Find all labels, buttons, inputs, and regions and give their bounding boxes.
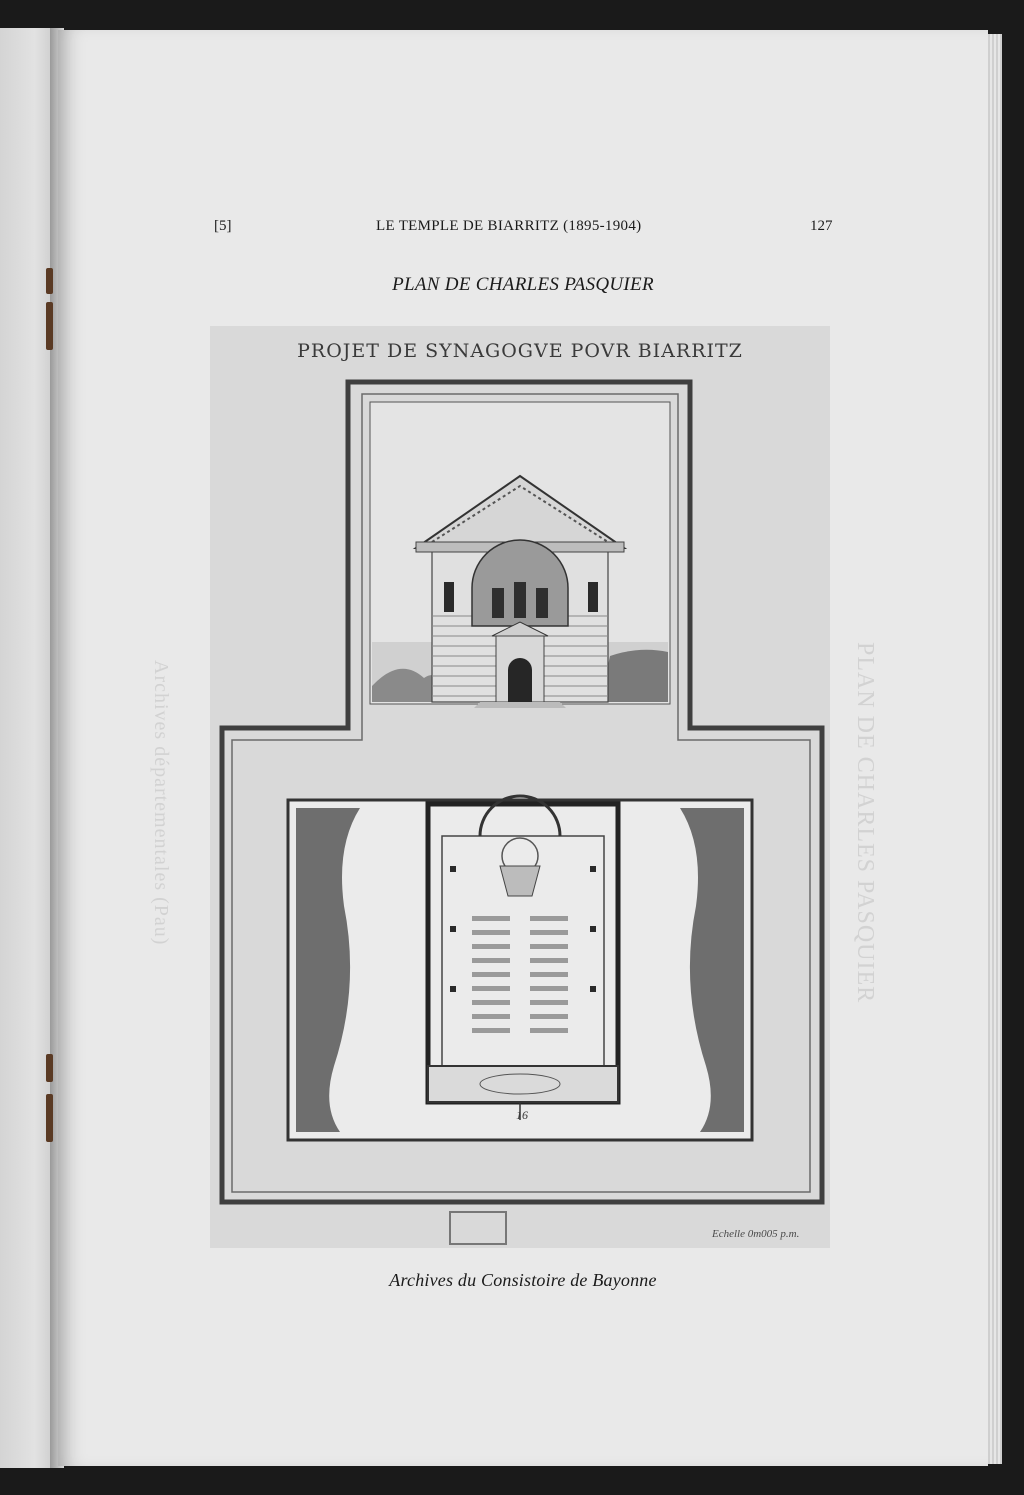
scale-note: Echelle 0m005 p.m. bbox=[712, 1228, 800, 1240]
section-marker: [5] bbox=[214, 218, 232, 234]
sheet-title: PROJET DE SYNAGOGVE POVR BIARRITZ bbox=[297, 340, 743, 362]
page-block-edge bbox=[988, 34, 1002, 1464]
show-through-text-right: PLAN DE CHARLES PASQUIER bbox=[852, 642, 878, 1004]
running-head bbox=[58, 218, 988, 242]
plate-heading: PLAN DE CHARLES PASQUIER bbox=[392, 274, 654, 295]
staple-top bbox=[46, 268, 53, 294]
running-head-title: LE TEMPLE DE BIARRITZ (1895-1904) bbox=[376, 218, 642, 234]
architectural-plate bbox=[210, 326, 830, 1248]
staple-bottom bbox=[46, 1054, 53, 1082]
staple-top-lower bbox=[46, 302, 53, 350]
page-number: 127 bbox=[810, 218, 833, 234]
plan-number: 16 bbox=[516, 1108, 528, 1122]
book-page bbox=[58, 30, 988, 1466]
plate-caption: Archives du Consistoire de Bayonne bbox=[389, 1270, 657, 1290]
staple-bottom-lower bbox=[46, 1094, 53, 1142]
show-through-text-left: Archives départementales (Pau) bbox=[150, 660, 172, 946]
